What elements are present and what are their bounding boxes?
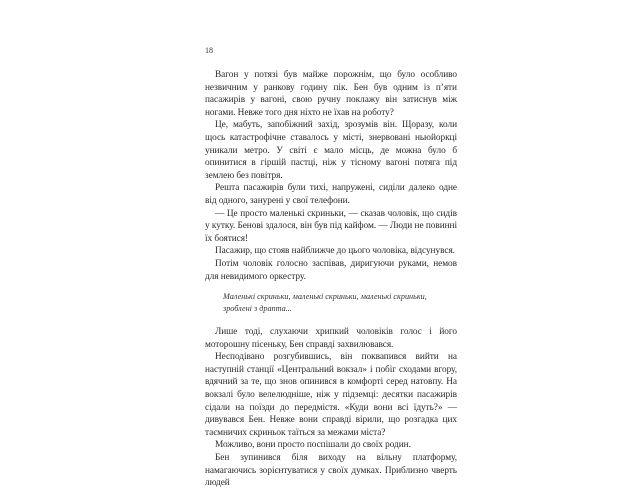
- paragraph: Лише тоді, слухаючи хрипкий чоловіків голос і його моторошну пісеньку, Бен справді захвилювався.: [205, 327, 457, 350]
- song-verse: [223, 291, 457, 314]
- paragraph: Це, мабуть, запобіжний захід, зрозумів він. Щоразу, коли щось катастрофічне ставалось у місті, знервовані ньюйоркці уникали метро. У світі є мало місць, де можна було б опинитися в гіршій пастці, ніж у тісному вагоні потяга під землею без повітря.: [205, 120, 457, 181]
- verse-line: Маленькі скриньки, маленькі скриньки, маленькі скриньки,: [223, 292, 427, 302]
- paragraph: Можливо, вони просто поспішали до своїх родин.: [215, 440, 411, 451]
- book-page: [205, 46, 457, 490]
- paragraph: Решта пасажирів були тихі, напружені, сиділи далеко одне від одного, занурені у свої телефони.: [205, 183, 457, 206]
- verse-line: зроблені з драпта...: [223, 303, 292, 313]
- paragraph: Несподівано розгубившись, він поквапився вийти на наступній станції «Центральний вокзал» і побіг сходами вгору, вдячний за те, що знов опинився в комфорті серед натовпу. На вокзалі було велелюдніше, ніж у підземці: десятки пасажирів сідали на поїзди до передмістя. «Куди вони всі їдуть?» — дивувався Бен. Невже вони справді вірили, що розгадка цих таємничих скриньок таїться за межами міста?: [205, 352, 457, 438]
- page-number: 18: [205, 46, 213, 55]
- paragraph: Бен зупинився біля виходу на вільну платформу, намагаючись зорієнтуватися у своїх думках. Приблизно чверть людей: [205, 453, 457, 489]
- paragraph: Вагон у потязі був майже порожнім, що було особливо незвичним у ранкову годину пік. Бен був одним із п’яти пасажирів у вагоні, свою ручну поклажу він затиснув між ногами. Невже того дня ніхто не їхав на роботу?: [205, 70, 457, 118]
- paragraph: Пасажир, що стояв найближче до цього чоловіка, відсунувся.: [215, 246, 455, 257]
- paragraph: Потім чоловік голосно заспівав, диригуючи руками, немов для невидимого оркестру.: [205, 258, 457, 282]
- paragraph: — Це просто маленькі скриньки, — сказав чоловік, що сидів у кутку. Бенові здалося, він був під кайфом. — Люди не повинні їх боятися!: [205, 208, 457, 244]
